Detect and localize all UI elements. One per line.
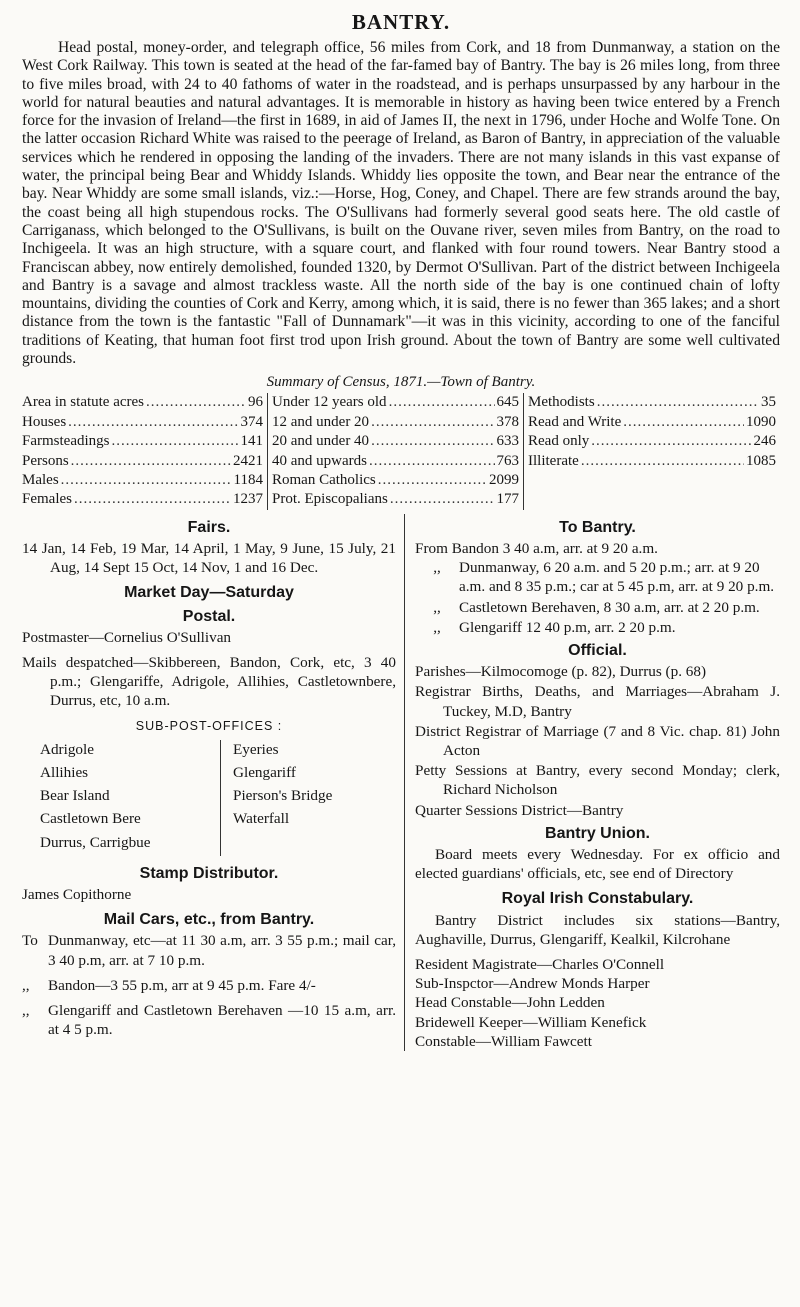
leader-dots xyxy=(597,393,759,412)
leader-dots xyxy=(623,413,744,432)
census-row xyxy=(272,490,519,509)
mail-cars-heading: Mail Cars, etc., from Bantry. xyxy=(103,911,315,929)
official-entry: District Registrar of Marriage (7 and 8 Vic. chap. 81) John Acton xyxy=(415,722,780,760)
leader-dots xyxy=(371,432,494,451)
census-column-2 xyxy=(268,393,524,509)
official-entry: Parishes—Kilmocomoge (p. 82), Durrus (p. 68) xyxy=(415,663,707,681)
census-row xyxy=(272,413,519,432)
official-list xyxy=(415,662,780,820)
census-row xyxy=(272,471,519,490)
leader-dots xyxy=(371,413,494,432)
census-label: Females xyxy=(22,491,72,508)
list-item: Castletown Bere xyxy=(40,810,141,828)
entry-text: Glengariff and Castletown Berehaven —10 15 a.m, arr. at 4 5 p.m. xyxy=(48,1002,396,1039)
to-bantry-entry xyxy=(415,618,780,637)
to-bantry-first: From Bandon 3 40 a.m, arr. at 9 20 a.m. xyxy=(415,539,658,557)
census-column-3 xyxy=(524,393,780,509)
list-item: Durrus, Carrigbue xyxy=(40,833,151,851)
census-label: Houses xyxy=(22,413,67,430)
page-title: BANTRY. xyxy=(351,10,451,34)
leader-dots xyxy=(390,490,495,509)
constabulary-heading: Royal Irish Constabulary. xyxy=(501,890,694,908)
census-label: Males xyxy=(22,471,59,488)
entry-marker: ,, xyxy=(22,976,30,994)
mail-car-entry xyxy=(22,931,396,969)
census-value: 35 xyxy=(761,394,776,411)
bantry-union-heading: Bantry Union. xyxy=(545,824,650,842)
sub-post-offices-heading: SUB-POST-OFFICES : xyxy=(135,718,283,733)
mails-despatched: Mails despatched—Skibbereen, Bandon, Cork, etc, 3 40 p.m.; Glengariffe, Adrigole, Allihies, Castletownbere, Durrus, etc, 10 a.m. xyxy=(22,654,396,710)
census-row xyxy=(22,490,263,509)
census-row xyxy=(528,393,776,412)
postal-heading: Postal. xyxy=(182,607,236,625)
census-table xyxy=(22,393,780,509)
leader-dots xyxy=(146,393,246,412)
census-value: 633 xyxy=(496,433,519,450)
list-item: Constable—William Fawcett xyxy=(415,1032,592,1050)
mail-car-entry xyxy=(22,976,396,995)
census-value: 141 xyxy=(240,433,263,450)
official-heading: Official. xyxy=(568,642,627,659)
sub-post-offices-col-2 xyxy=(221,740,332,856)
census-row xyxy=(528,452,776,471)
stamp-distributor-heading: Stamp Distributor. xyxy=(139,864,279,882)
list-item: Sub-Inspctor—Andrew Monds Harper xyxy=(415,975,650,993)
census-row xyxy=(22,413,263,432)
census-row xyxy=(528,413,776,432)
census-label: Read and Write xyxy=(528,413,622,430)
census-row xyxy=(22,432,263,451)
entry-marker: ,, xyxy=(433,598,441,616)
entry-text: Dunmanway, etc—at 11 30 a.m, arr. 3 55 p.m.; mail car, 3 40 p.m, arr. at 7 10 p.m. xyxy=(48,932,396,969)
census-title: Summary of Census, 1871.—Town of Bantry. xyxy=(266,374,536,391)
census-row xyxy=(22,452,263,471)
census-value: 374 xyxy=(240,413,263,430)
mail-car-entry xyxy=(22,1001,396,1039)
leader-dots xyxy=(369,452,495,471)
sub-post-offices xyxy=(40,740,396,856)
census-value: 246 xyxy=(753,433,776,450)
left-column xyxy=(22,514,404,1051)
census-label: Prot. Episcopalians xyxy=(272,491,388,508)
right-column xyxy=(404,514,780,1051)
census-label: Methodists xyxy=(528,394,595,411)
to-bantry-entry xyxy=(415,598,780,617)
to-bantry-heading: To Bantry. xyxy=(559,518,636,536)
list-item: Bear Island xyxy=(40,787,110,805)
census-column-1 xyxy=(22,393,268,509)
census-label: Illiterate xyxy=(528,452,579,469)
census-row xyxy=(272,432,519,451)
census-label: Read only xyxy=(528,433,590,450)
census-label: 12 and under 20 xyxy=(272,413,370,430)
entry-text: Bandon—3 55 p.m, arr at 9 45 p.m. Fare 4/- xyxy=(48,976,316,994)
leader-dots xyxy=(61,471,232,490)
sub-post-offices-col-1 xyxy=(40,740,221,856)
entry-text: Glengariff 12 40 p.m, arr. 2 20 p.m. xyxy=(459,618,676,636)
leader-dots xyxy=(68,413,238,432)
entry-text: Dunmanway, 6 20 a.m. and 5 20 p.m.; arr. at 9 20 a.m. and 8 35 p.m.; car at 5 45 p.m, arr. at 9 20 p.m. xyxy=(459,559,775,596)
census-value: 1090 xyxy=(746,413,776,430)
stamp-distributor-name: James Copithorne xyxy=(22,886,132,904)
lower-columns xyxy=(22,514,780,1051)
list-item: Pierson's Bridge xyxy=(233,787,333,805)
bantry-union-text: Board meets every Wednesday. For ex officio and elected guardians' officials, etc, see end of Directory xyxy=(415,846,780,883)
census-value: 645 xyxy=(496,394,519,411)
leader-dots xyxy=(378,471,487,490)
census-label: Farmsteadings xyxy=(22,433,110,450)
list-item: Bridewell Keeper—William Kenefick xyxy=(415,1013,647,1031)
leader-dots xyxy=(591,432,751,451)
leader-dots xyxy=(71,452,231,471)
census-label: Persons xyxy=(22,452,69,469)
census-label: 20 and under 40 xyxy=(272,433,370,450)
official-entry: Petty Sessions at Bantry, every second Monday; clerk, Richard Nicholson xyxy=(415,762,780,799)
census-value: 2099 xyxy=(489,471,519,488)
census-row xyxy=(272,452,519,471)
census-value: 1237 xyxy=(233,491,263,508)
leader-dots xyxy=(581,452,744,471)
census-label: Under 12 years old xyxy=(272,394,387,411)
census-label: Area in statute acres xyxy=(22,394,145,411)
constabulary-text: Bantry District includes six stations—Bantry, Aughaville, Durrus, Glengariff, Kealkil, Kilcrohane xyxy=(415,911,780,948)
leader-dots xyxy=(74,490,231,509)
census-value: 1085 xyxy=(746,452,776,469)
mail-cars-list xyxy=(22,931,396,1039)
list-item: Adrigole xyxy=(40,740,94,758)
entry-marker: ,, xyxy=(433,618,441,636)
list-item: Resident Magistrate—Charles O'Connell xyxy=(415,956,665,974)
census-label: Roman Catholics xyxy=(272,471,376,488)
leader-dots xyxy=(112,432,239,451)
to-bantry-entry xyxy=(415,558,780,596)
list-item: Waterfall xyxy=(233,810,290,828)
list-item: Allihies xyxy=(40,764,89,782)
census-value: 2421 xyxy=(233,452,263,469)
official-entry: Quarter Sessions District—Bantry xyxy=(415,801,624,819)
list-item: Eyeries xyxy=(233,740,279,758)
entry-marker: ,, xyxy=(22,1002,30,1020)
entry-marker: ,, xyxy=(433,559,441,577)
census-row xyxy=(22,471,263,490)
census-row xyxy=(272,393,519,412)
census-row xyxy=(22,393,263,412)
postmaster: Postmaster—Cornelius O'Sullivan xyxy=(22,628,232,646)
constabulary-staff xyxy=(415,955,780,1051)
leader-dots xyxy=(389,393,495,412)
census-label: 40 and upwards xyxy=(272,452,367,469)
census-value: 96 xyxy=(248,394,263,411)
fairs-text: 14 Jan, 14 Feb, 19 Mar, 14 April, 1 May, 9 June, 15 July, 21 Aug, 14 Sept 15 Oct, 14 Nov, 1 and 16 Dec. xyxy=(22,539,396,577)
market-day: Market Day—Saturday xyxy=(124,584,294,602)
official-entry: Registrar Births, Deaths, and Marriages—Abraham J. Tuckey, M.D, Bantry xyxy=(415,683,780,720)
to-bantry-list xyxy=(415,558,780,637)
list-item: Head Constable—John Ledden xyxy=(415,994,605,1012)
census-value: 378 xyxy=(496,413,519,430)
entry-text: Castletown Berehaven, 8 30 a.m, arr. at 2 20 p.m. xyxy=(459,598,760,616)
census-value: 763 xyxy=(496,452,519,469)
list-item: Glengariff xyxy=(233,764,296,782)
fairs-heading: Fairs. xyxy=(187,518,231,536)
census-value: 177 xyxy=(496,491,519,508)
census-value: 1184 xyxy=(233,471,263,488)
intro-paragraph: Head postal, money-order, and telegraph office, 56 miles from Cork, and 18 from Dunmanway, a station on the West Cork Railway. This town is seated at the head of the far-famed bay of Bantry. The bay is 26 miles long, from three to five miles broad, with 24 to 40 fathoms of water in the roadstead, and is perhaps unsurpassed by any harbour in the world for natural beauties and natural advantages. It is memorable in history as having been twice entered by a French force for the invasion of Ireland—the first in 1689, in aid of James II, the next in 1796, under Hoche and Wolfe Tone. On the latter occasion Richard White was raised to the peerage of Ireland, as Baron of Bantry, in appreciation of the valuable services which he rendered in opposing the landing of the invaders. There are not many islands in this vast expanse of water, the principal being Bear and Whiddy Islands. Whiddy lies opposite the town, and Bear near the entrance of the bay. Near Whiddy are some small islands, viz.:—Horse, Hog, Coney, and Chapel. There are few strands around the bay, the coast being all high stupendous rocks. The O'Sullivans had formerly several good seats here. The old castle of Carriganass, which belonged to the O'Sullivans, is built on the Ouvane river, seven miles from Bantry, on the road to Inchigeela. It was an high structure, with a square court, and flanked with four round towers. Near Bantry stood a Franciscan abbey, now entirely demolished, founded 1320, by Dermot O'Sullivan. Part of the district between Inchigeela and Bantry is a savage and almost trackless waste. All the north side of the bay is one continued chain of lofty mountains, dividing the counties of Cork and Kerry, among which, it is said, there is no fewer than 365 lakes; and a short distance from the town is the fantastic "Fall of Dunnamark"—it was in this vicinity, according to one of the fanciful traditions of Keating, that human foot first trod upon Irish ground. About the town of Bantry are some well cultivated grounds. xyxy=(22,39,780,368)
entry-marker: To xyxy=(22,932,38,950)
census-row xyxy=(528,432,776,451)
